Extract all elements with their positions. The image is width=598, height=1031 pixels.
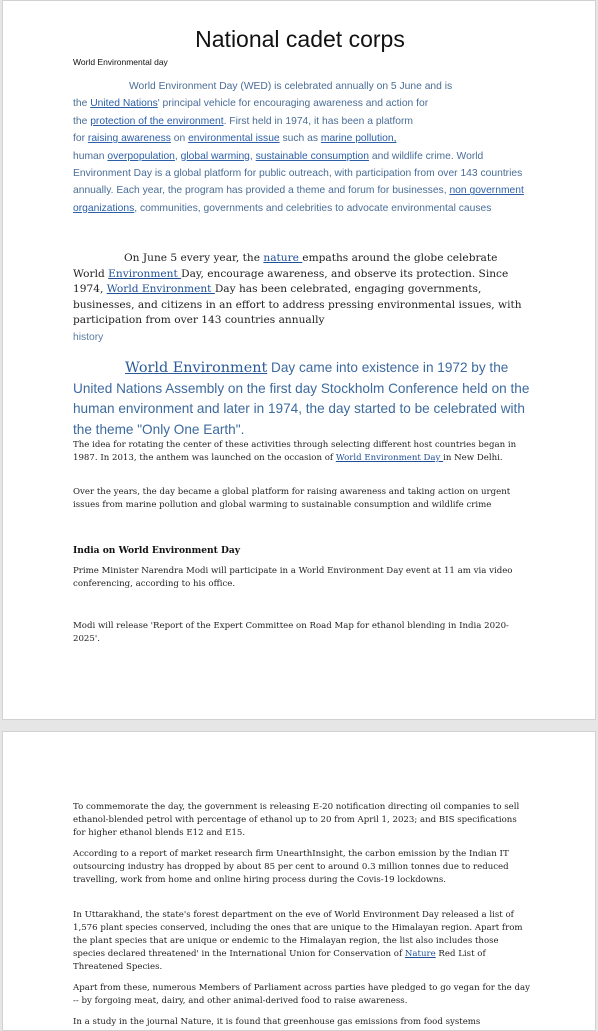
text-span: the <box>73 98 91 110</box>
text-span: and wildlife crime. World Environment Day is a global platform for public outreach, with participation from over 143 countries annually. Each year, the program has provided a theme and forum for businesses, <box>73 150 523 197</box>
paragraph-modi-event: Prime Minister Narendra Modi will participate in a World Environment Day event at 11 am via video conferencing, according to his office. <box>73 566 513 589</box>
link-global-warming[interactable]: global warming <box>180 150 250 162</box>
text-span: human <box>73 150 108 162</box>
text-span: ' principal vehicle for encouraging awareness and action for <box>157 98 429 110</box>
heading-india: India on World Environment Day <box>73 545 241 556</box>
paragraph-e20-notification: To commemorate the day, the government is releasing E-20 notification directing oil companies to sell ethanol-blended petrol with percentage of ethanol up to 20 from April 1, 2023; and BIS specifications for higher ethanol blends E12 and E15. <box>73 802 520 838</box>
text-span: empaths around the globe celebrate World <box>73 252 498 280</box>
link-united-nations[interactable]: United Nations <box>90 98 158 110</box>
document-page-2 <box>2 731 596 1031</box>
text-span: On June 5 every year, the <box>124 252 264 264</box>
text-span: for <box>73 133 88 145</box>
document-subtitle: World Environmental day <box>73 57 168 67</box>
text-span: . First held in 1974, it has been a platform <box>223 115 414 127</box>
text-span: on <box>170 133 189 145</box>
link-environmental-issue[interactable]: environmental issue <box>188 133 280 145</box>
paragraph-june-5 <box>73 251 523 329</box>
paragraph-carbon-emission: According to a report of market research firm UnearthInsight, the carbon emission by the Indian IT outsourcing industry has dropped by about 85 per cent to around 0.3 million tonnes due to reduced travelling, work from home and online hiring process during the Covis-19 lockdowns. <box>73 849 509 885</box>
history-label: history <box>73 332 104 343</box>
paragraph-history <box>73 358 533 440</box>
link-world-environment-day[interactable]: World Environment Day <box>335 453 444 463</box>
paragraph-nature-study: In a study in the journal Nature, it is found that greenhouse gas emissions from food systems <box>73 1017 481 1027</box>
link-overpopulation[interactable]: overpopulation <box>107 150 175 162</box>
text-span: , communities, governments and celebrities to advocate environmental causes <box>134 202 492 214</box>
document-title: National cadet corps <box>195 26 405 52</box>
text-span: the <box>73 115 91 127</box>
text-span: Day has been celebrated, engaging governments, businesses, and citizens in an effort to address pressing environmental issues, with participation from over 143 countries annually <box>73 283 522 326</box>
text-span: World Environment Day (WED) is celebrated annually on 5 June and is <box>129 81 453 92</box>
text-span: The idea for rotating the center of these activities through selecting different host countries began in 1987. In 2013, the anthem was launched on the occasion of <box>73 440 517 463</box>
link-world-environment[interactable]: World Environment <box>106 283 215 295</box>
paragraph-intro <box>73 78 533 217</box>
link-sustainable-consumption[interactable]: sustainable consumption <box>255 150 369 162</box>
text-span: , <box>249 150 256 162</box>
link-environment[interactable]: Environment <box>108 267 182 280</box>
link-ngo[interactable]: non government organizations <box>73 185 524 214</box>
paragraph-vegan-pledge: Apart from these, numerous Members of Parliament across parties have pledged to go vegan for the day -- by forgoing meat, dairy, and other animal-derived food to raise awareness. <box>73 983 530 1006</box>
text-span: Day came into existence in 1972 by the United Nations Assembly on the first day Stockholm Conference held on the human environment and later in 1974, the day started to be celebrated with the theme "Only One Earth". <box>73 360 530 437</box>
link-world-environment-heading[interactable]: World Environment <box>125 360 268 376</box>
paragraph-uttarakhand <box>73 909 531 974</box>
document-page-1 <box>2 0 596 720</box>
paragraph-modi-report: Modi will release 'Report of the Expert Committee on Road Map for ethanol blending in India 2020-2025'. <box>73 621 509 644</box>
text-span: In Uttarakhand, the state's forest department on the eve of World Environment Day released a list of 1,576 plant species conserved, including the ones that are unique to the Himalayan region. Apart from the plant species that are unique or endemic to the Himalayan region, the list also includes those species declared threatened' in the International Union for Conservation of <box>73 910 523 959</box>
link-nature-redlist[interactable]: Nature <box>404 949 436 959</box>
text-span: such as <box>279 133 321 145</box>
link-nature[interactable]: nature <box>263 252 303 264</box>
text-span: Red List of Threatened Species. <box>73 949 486 972</box>
text-span: , <box>174 150 181 162</box>
paragraph-global-platform: Over the years, the day became a global platform for raising awareness and taking action on urgent issues from marine pollution and global warming to sustainable consumption and wildlife crime <box>73 487 511 510</box>
text-span: Day, encourage awareness, and observe its protection. Since 1974, <box>73 267 509 295</box>
link-protection-environment[interactable]: protection of the environment <box>90 115 224 127</box>
link-raising-awareness[interactable]: raising awareness <box>87 133 171 145</box>
paragraph-rotating-center <box>73 439 531 465</box>
link-marine-pollution[interactable]: marine pollution, <box>320 133 397 145</box>
text-span: in New Delhi. <box>443 453 503 463</box>
